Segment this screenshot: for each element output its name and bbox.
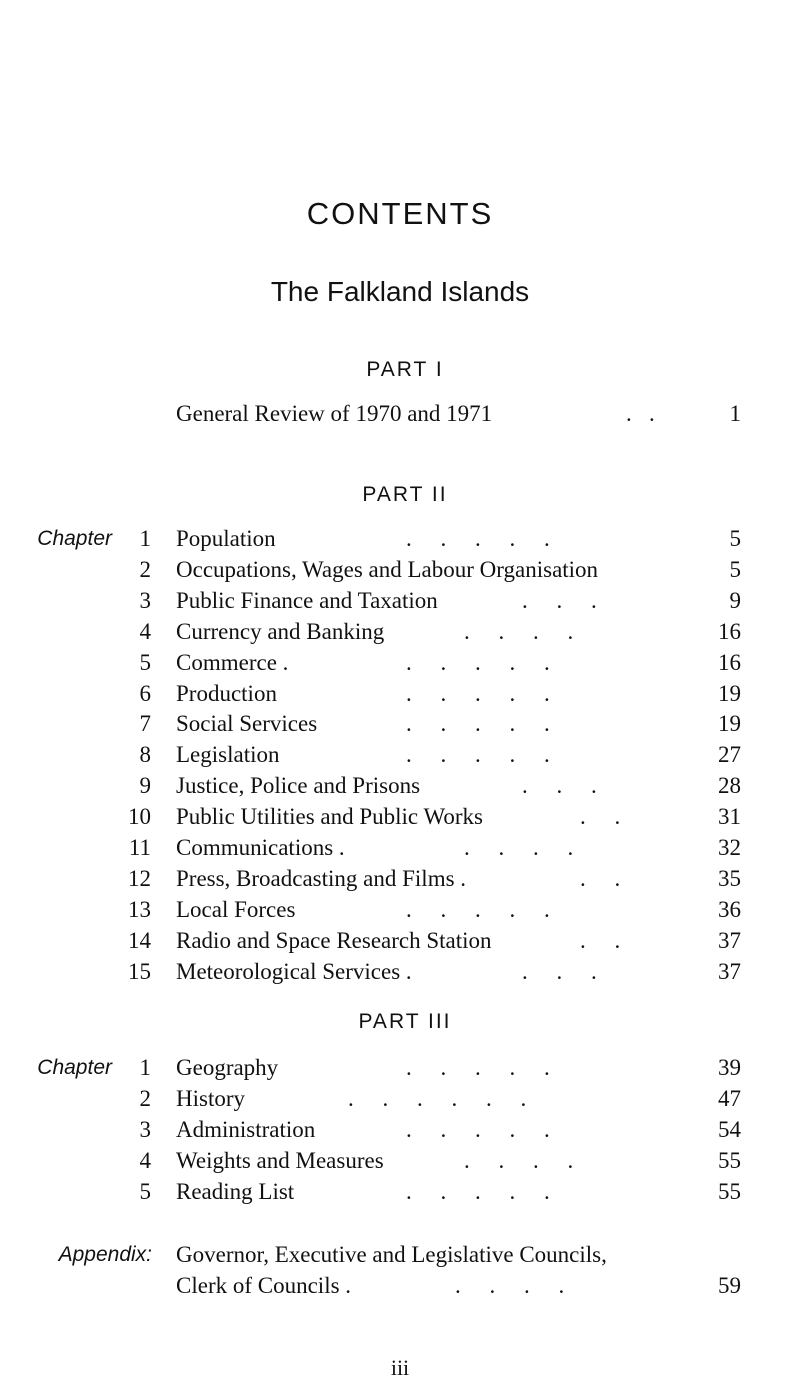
entry-title: General Review of 1970 and 1971 <box>176 401 493 426</box>
chapter-number: 2 <box>139 556 151 582</box>
leader-dots: . . . . . <box>406 896 550 922</box>
chapter-label: Chapter <box>37 1056 112 1079</box>
chapter-number: 1 <box>139 1055 151 1080</box>
entry-page: 55 <box>718 1179 741 1204</box>
part-3-heading: PART III <box>358 1010 452 1033</box>
chapter-number: 1 <box>139 526 151 551</box>
entry-title: Local Forces <box>176 896 296 922</box>
chapter-number: 4 <box>139 1148 151 1173</box>
entry-page: 39 <box>718 1055 741 1080</box>
entry-page: 27 <box>718 742 741 768</box>
entry-page: 5 <box>729 526 741 551</box>
document-subtitle: The Falkland Islands <box>270 276 530 307</box>
leader-dots: . . . . . <box>406 1055 550 1080</box>
leader-dots: . . . . <box>464 835 574 860</box>
appendix-line-2: Clerk of Councils . <box>176 1273 352 1298</box>
entry-page: 47 <box>718 1086 741 1111</box>
toc-entry[interactable] <box>0 833 800 863</box>
appendix-label: Appendix: <box>58 1243 152 1266</box>
chapter-number: 5 <box>139 1179 151 1204</box>
entry-title: Population <box>176 526 276 551</box>
page-title: CONTENTS <box>306 196 494 231</box>
entry-page: 1 <box>729 401 741 426</box>
entry-page: 37 <box>718 958 741 984</box>
entry-title: Meteorological Services . <box>176 958 412 984</box>
entry-title: Legislation <box>176 742 280 768</box>
entry-page: 55 <box>718 1148 741 1173</box>
chapter-number: 8 <box>139 742 151 768</box>
toc-entry[interactable] <box>0 648 800 678</box>
leader-dots: . . . . . <box>406 526 550 551</box>
appendix-line-1: Governor, Executive and Legislative Councils, <box>176 1242 607 1267</box>
entry-title: Press, Broadcasting and Films . <box>176 865 467 891</box>
toc-entry[interactable] <box>0 740 800 770</box>
entry-title: Production <box>176 680 277 706</box>
entry-title: Administration <box>176 1117 316 1142</box>
chapter-number: 11 <box>128 835 151 860</box>
entry-page: 37 <box>718 927 741 953</box>
entry-title: Public Finance and Taxation <box>176 587 438 613</box>
entry-page: 31 <box>718 804 741 830</box>
toc-entry[interactable] <box>0 679 800 709</box>
entry-title: Weights and Measures <box>176 1148 384 1173</box>
toc-entry[interactable] <box>0 1146 800 1176</box>
chapter-number: 12 <box>128 865 151 891</box>
toc-entry[interactable] <box>0 555 800 585</box>
entry-page: 16 <box>718 618 741 644</box>
leader-dots: . . . . . <box>406 1117 550 1142</box>
leader-dots: . . <box>580 804 621 830</box>
leader-dots: . . . . <box>464 618 574 644</box>
page-number: iii <box>390 1355 410 1380</box>
toc-entry[interactable] <box>0 864 800 894</box>
entry-title: Geography <box>176 1055 279 1080</box>
appendix-page: 59 <box>718 1273 741 1298</box>
entry-page: 32 <box>718 835 741 860</box>
entry-page: 19 <box>718 680 741 706</box>
toc-entry[interactable] <box>0 1084 800 1114</box>
toc-entry[interactable] <box>0 771 800 801</box>
chapter-number: 13 <box>128 896 151 922</box>
chapter-number: 9 <box>139 773 151 799</box>
part-2-heading: PART II <box>362 483 448 506</box>
leader-dots: . . . <box>522 773 597 799</box>
toc-entry[interactable] <box>0 1177 800 1207</box>
leader-dots: . . . . . <box>406 649 550 675</box>
leader-dots: . . . . <box>464 1148 574 1173</box>
leader-dots: . . <box>580 927 621 953</box>
leader-dots: . . . . . . <box>348 1086 527 1111</box>
appendix-entry[interactable] <box>0 1240 800 1270</box>
toc-entry[interactable] <box>0 1053 800 1083</box>
leader-dots: . . . . . <box>406 742 550 768</box>
entry-title: Radio and Space Research Station <box>176 927 492 953</box>
chapter-number: 6 <box>139 680 151 706</box>
entry-title: History <box>176 1086 245 1111</box>
entry-title: Communications . <box>176 835 345 860</box>
chapter-number: 4 <box>139 618 151 644</box>
entry-page: 54 <box>718 1117 741 1142</box>
leader-dots: . . . . . <box>406 680 550 706</box>
entry-page: 28 <box>718 773 741 799</box>
entry-page: 5 <box>729 556 741 582</box>
leader-dots: . . <box>626 401 655 426</box>
chapter-number: 3 <box>139 587 151 613</box>
toc-entry[interactable] <box>0 709 800 739</box>
toc-entry[interactable] <box>0 1115 800 1145</box>
leader-dots: . . . . . <box>406 711 550 737</box>
chapter-number: 15 <box>128 958 151 984</box>
chapter-number: 3 <box>139 1117 151 1142</box>
leader-dots: . . <box>580 865 621 891</box>
toc-entry-general-review[interactable] <box>0 399 800 429</box>
chapter-number: 10 <box>128 804 151 830</box>
leader-dots: . . . <box>522 958 597 984</box>
toc-entry[interactable] <box>0 957 800 987</box>
leader-dots: . . . . <box>455 1273 565 1298</box>
appendix-entry-continued[interactable] <box>0 1271 800 1301</box>
part-1-heading: PART I <box>366 358 444 381</box>
entry-title: Occupations, Wages and Labour Organisation <box>176 556 599 582</box>
toc-entry[interactable] <box>0 586 800 616</box>
entry-page: 16 <box>718 649 741 675</box>
entry-title: Commerce . <box>176 649 289 675</box>
chapter-label: Chapter <box>37 527 112 550</box>
chapter-number: 5 <box>139 649 151 675</box>
toc-entry[interactable] <box>0 524 800 554</box>
chapter-number: 14 <box>128 927 151 953</box>
entry-title: Justice, Police and Prisons <box>176 773 421 799</box>
toc-entry[interactable] <box>0 802 800 832</box>
toc-entry[interactable] <box>0 895 800 925</box>
entry-page: 9 <box>729 587 741 613</box>
toc-entry[interactable] <box>0 926 800 956</box>
chapter-number: 2 <box>139 1086 151 1111</box>
toc-entry[interactable] <box>0 617 800 647</box>
entry-page: 35 <box>718 865 741 891</box>
chapter-number: 7 <box>139 711 151 737</box>
entry-title: Social Services <box>176 711 318 737</box>
leader-dots: . . . <box>522 587 597 613</box>
entry-page: 36 <box>718 896 741 922</box>
entry-title: Public Utilities and Public Works <box>176 804 483 830</box>
leader-dots: . . . . . <box>406 1179 550 1204</box>
entry-page: 19 <box>718 711 741 737</box>
entry-title: Currency and Banking <box>176 618 385 644</box>
entry-title: Reading List <box>176 1179 295 1204</box>
